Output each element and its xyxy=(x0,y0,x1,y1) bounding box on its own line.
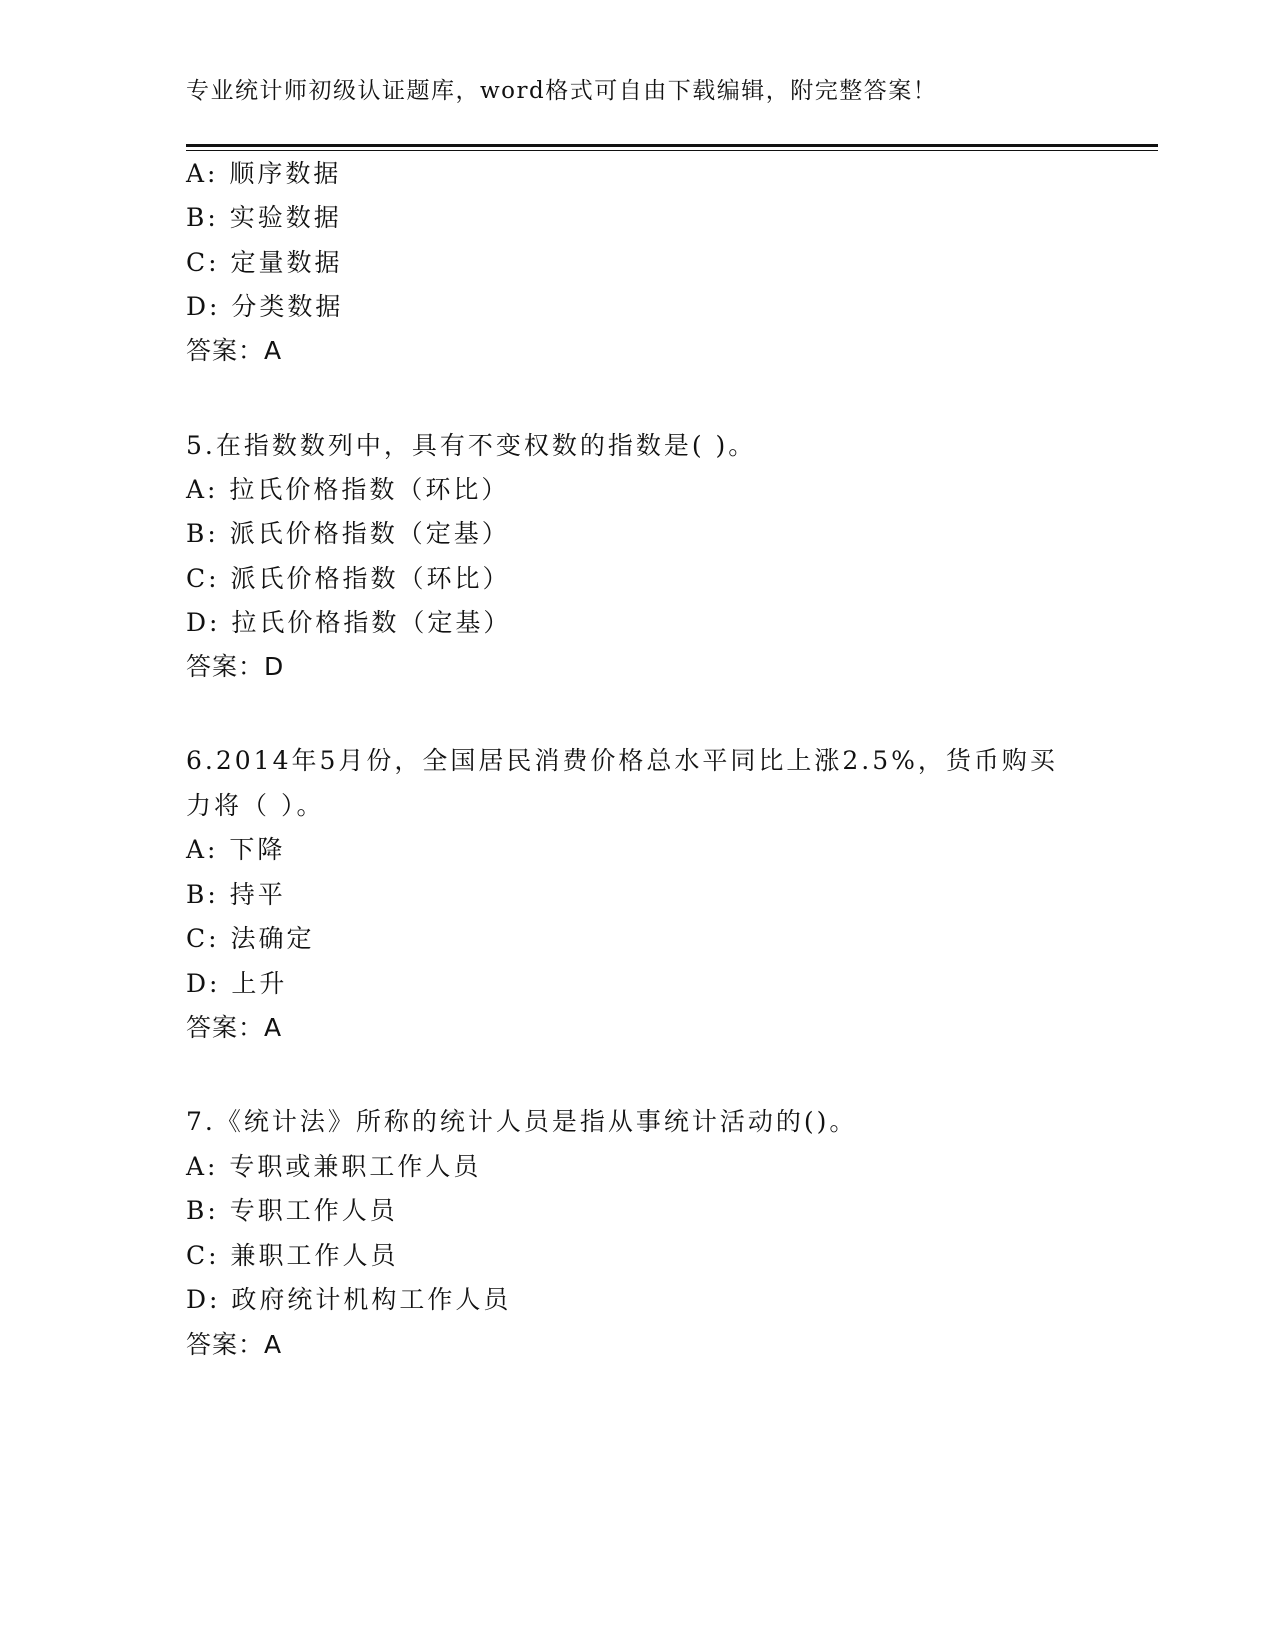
q5-answer: 答案：D xyxy=(186,652,285,681)
page-header: 专业统计师初级认证题库，word格式可自由下载编辑，附完整答案！ xyxy=(186,78,938,104)
q5-option-a: A: 拉氏价格指数（环比） xyxy=(186,475,510,504)
q6-option-b: B: 持平 xyxy=(186,880,286,909)
q5-option-c: C: 派氏价格指数（环比） xyxy=(186,564,511,593)
q7-option-a: A: 专职或兼职工作人员 xyxy=(186,1152,482,1181)
q4-option-d: D: 分类数据 xyxy=(186,292,344,321)
q5-option-d: D: 拉氏价格指数（定基） xyxy=(186,608,512,637)
q5-option-b: B: 派氏价格指数（定基） xyxy=(186,519,510,548)
q7-answer: 答案：A xyxy=(186,1330,283,1359)
q6-stem-line1: 6.2014年5月份，全国居民消费价格总水平同比上涨2.5%，货币购买 xyxy=(186,746,1058,775)
q4-option-b: B: 实验数据 xyxy=(186,203,342,232)
q5-stem: 5.在指数数列中，具有不变权数的指数是( )。 xyxy=(186,431,757,460)
q4-option-a: A: 顺序数据 xyxy=(186,159,342,188)
q6-answer: 答案：A xyxy=(186,1013,283,1042)
header-divider-thin xyxy=(186,150,1158,151)
q7-option-c: C: 兼职工作人员 xyxy=(186,1241,399,1270)
q6-stem-line2: 力将（ ）。 xyxy=(186,791,325,820)
q4-answer: 答案：A xyxy=(186,336,283,365)
q7-option-d: D: 政府统计机构工作人员 xyxy=(186,1285,512,1314)
q6-option-a: A: 下降 xyxy=(186,835,286,864)
header-divider-thick xyxy=(186,144,1158,147)
q7-stem: 7.《统计法》所称的统计人员是指从事统计活动的()。 xyxy=(186,1107,858,1136)
q4-option-c: C: 定量数据 xyxy=(186,248,343,277)
q6-option-d: D: 上升 xyxy=(186,969,288,998)
q7-option-b: B: 专职工作人员 xyxy=(186,1196,398,1225)
q6-option-c: C: 法确定 xyxy=(186,924,315,953)
